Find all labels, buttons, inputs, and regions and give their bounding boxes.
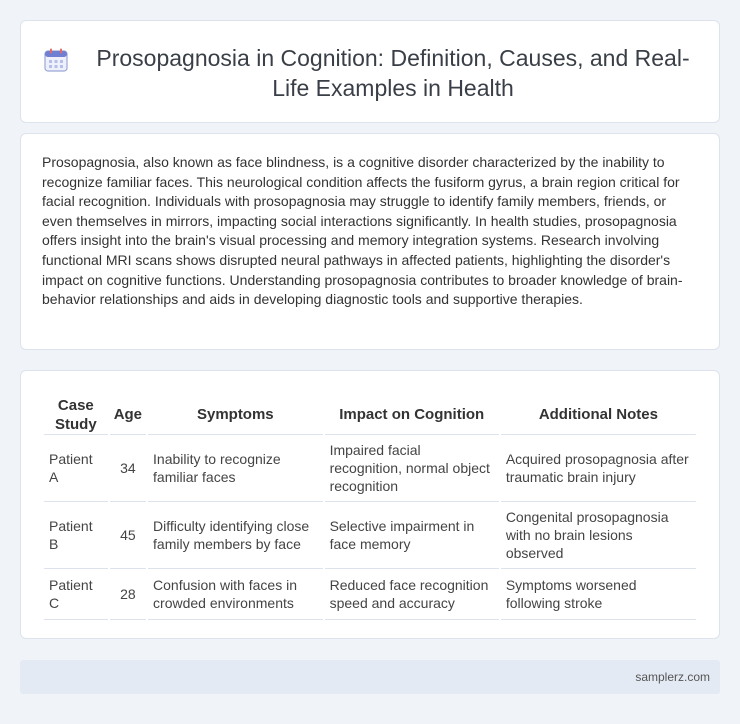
cell-case-study: Patient C <box>44 569 108 620</box>
header-case-study: Case Study <box>44 395 108 435</box>
cell-impact: Reduced face recognition speed and accuracy <box>325 569 499 620</box>
cell-age: 34 <box>110 435 146 502</box>
cell-symptoms: Inability to recognize familiar faces <box>148 435 323 502</box>
table-header-row <box>44 395 696 435</box>
cell-case-study: Patient B <box>44 502 108 569</box>
header-notes: Additional Notes <box>501 395 696 435</box>
table-row <box>44 435 696 502</box>
table-row <box>44 569 696 620</box>
cell-case-study: Patient A <box>44 435 108 502</box>
case-study-table <box>42 395 698 620</box>
intro-paragraph: Prosopagnosia, also known as face blindness, is a cognitive disorder characterized by the inability to recognize familiar faces. This neurological condition affects the fusiform gyrus, a brain region critical for facial recognition. Individuals with prosopagnosia may struggle to identify family members, friends, or even themselves in mirrors, impacting social interactions significantly. In health studies, prosopagnosia offers insight into the brain's visual processing and memory integration systems. Research involving functional MRI scans shows disrupted neural pathways in affected patients, highlighting the disorder's impact on cognitive functions. Understanding prosopagnosia contributes to broader knowledge of brain-behavior relationships and aids in developing diagnostic tools and supportive therapies. <box>42 154 683 308</box>
page-title: Prosopagnosia in Cognition: Definition, Causes, and Real-Life Examples in Health <box>96 45 690 101</box>
cell-age: 45 <box>110 502 146 569</box>
cell-notes: Symptoms worsened following stroke <box>501 569 696 620</box>
cell-impact: Selective impairment in face memory <box>325 502 499 569</box>
table-card <box>20 370 720 639</box>
cell-notes: Congenital prosopagnosia with no brain lesions observed <box>501 502 696 569</box>
cell-symptoms: Confusion with faces in crowded environments <box>148 569 323 620</box>
title-row <box>43 43 703 103</box>
intro-card <box>20 133 720 350</box>
header-age: Age <box>110 395 146 435</box>
footer-site-link[interactable]: samplerz.com <box>635 670 710 684</box>
cell-age: 28 <box>110 569 146 620</box>
cell-symptoms: Difficulty identifying close family members by face <box>148 502 323 569</box>
header-symptoms: Symptoms <box>148 395 323 435</box>
footer-bar <box>20 660 720 694</box>
cell-notes: Acquired prosopagnosia after traumatic brain injury <box>501 435 696 502</box>
calendar-icon <box>43 47 69 73</box>
title-card <box>20 20 720 123</box>
header-impact: Impact on Cognition <box>325 395 499 435</box>
cell-impact: Impaired facial recognition, normal object recognition <box>325 435 499 502</box>
table-row <box>44 502 696 569</box>
